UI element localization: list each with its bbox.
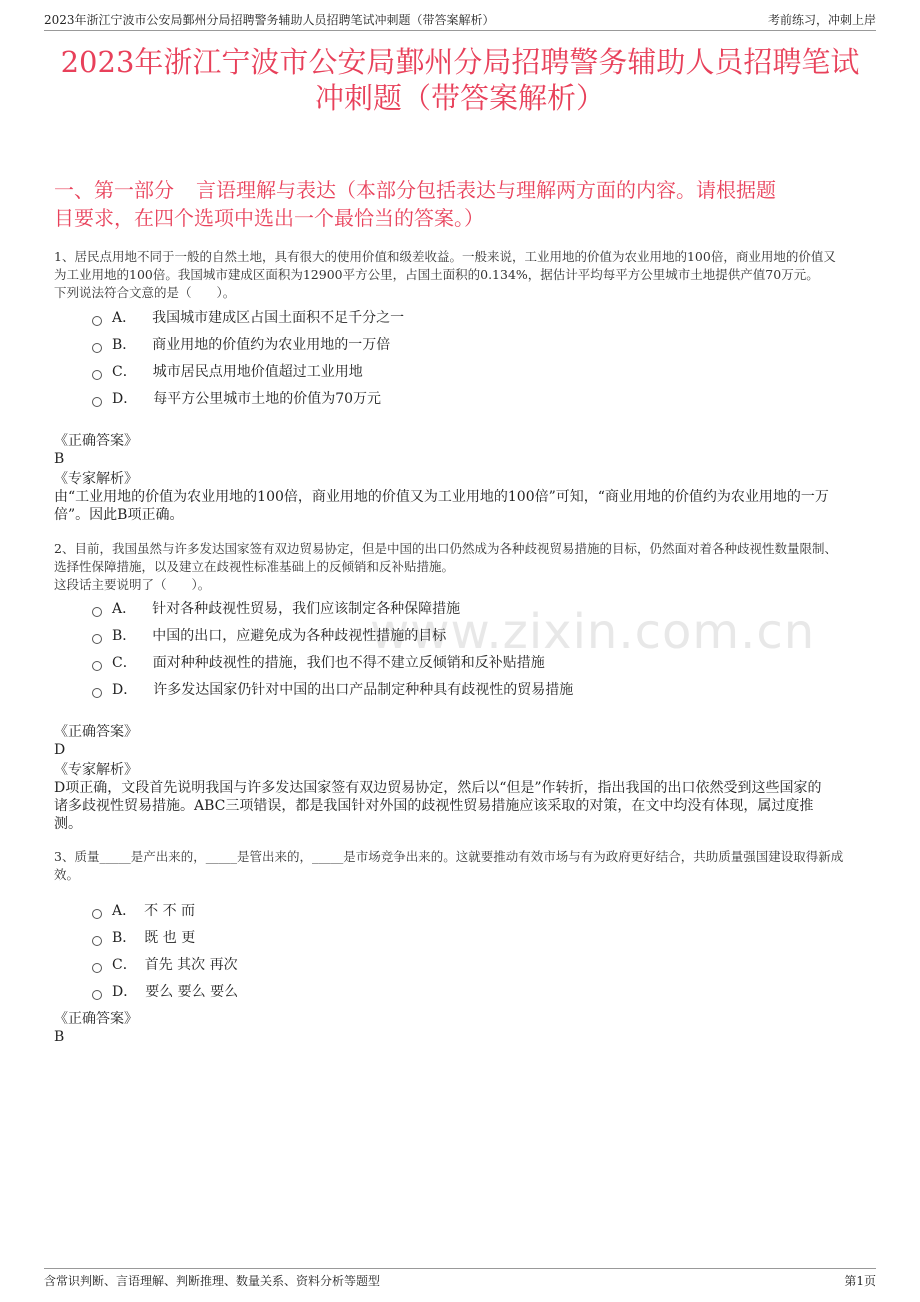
option-text: 我国城市建成区占国土面积不足千分之一: [152, 310, 405, 326]
question-line: 1、居民点用地不同于一般的自然土地，具有很大的使用价值和级差收益。一般来说，工业用地的价值为农业用地的100倍，商业用地的价值又: [54, 249, 836, 264]
option-text: 面对种种歧视性的措施，我们也不得不建立反倾销和反补贴措施: [152, 655, 545, 671]
question-2-option-d[interactable]: [92, 680, 573, 700]
watermark: www.zixin.com.cn: [370, 604, 816, 660]
question-2-option-c[interactable]: [92, 653, 545, 673]
radio-icon[interactable]: [92, 607, 102, 617]
page-header: [44, 10, 876, 31]
option-text: 首先 其次 再次: [144, 957, 238, 973]
option-text: 许多发达国家仍针对中国的出口产品制定种种具有歧视性的贸易措施: [153, 682, 574, 698]
radio-icon[interactable]: [92, 990, 102, 1000]
radio-icon[interactable]: [92, 634, 102, 644]
option-letter: B．: [112, 930, 137, 946]
option-text: 不 不 而: [144, 903, 196, 919]
question-1-option-b[interactable]: [92, 335, 390, 355]
option-text: 商业用地的价值约为农业用地的一万倍: [152, 337, 391, 353]
answer-value: B: [54, 451, 65, 467]
answer-label: 《正确答案》: [54, 724, 138, 740]
question-line: 这段话主要说明了（ ）。: [54, 577, 211, 592]
answer-value: B: [54, 1029, 65, 1045]
explanation-label: 《专家解析》: [54, 471, 138, 487]
option-letter: B．: [112, 337, 137, 353]
explanation-line: 诸多歧视性贸易措施。ABC三项错误，都是我国针对外国的歧视性贸易措施应该采取的对策，在文中均没有体现，属过度推: [54, 798, 814, 814]
explanation-line: D项正确，文段首先说明我国与许多发达国家签有双边贸易协定，然后以“但是”作转折，指出我国的出口依然受到这些国家的: [54, 780, 822, 796]
question-2-option-b[interactable]: [92, 626, 446, 646]
radio-icon[interactable]: [92, 397, 102, 407]
question-line: 下列说法符合文意的是（ ）。: [54, 285, 236, 300]
option-letter: C．: [112, 957, 137, 973]
question-3-option-c[interactable]: [92, 955, 238, 975]
question-line: 2、目前，我国虽然与许多发达国家签有双边贸易协定，但是中国的出口仍然成为各种歧视贸易措施的目标，仍然面对着各种歧视性数量限制、: [54, 541, 837, 556]
option-text: 要么 要么 要么: [145, 984, 239, 1000]
radio-icon[interactable]: [92, 963, 102, 973]
question-3-option-b[interactable]: [92, 928, 195, 948]
title-line-1: 2023年浙江宁波市公安局鄞州分局招聘警务辅助人员招聘笔试: [60, 45, 860, 79]
explanation-text: [54, 488, 866, 524]
question-3-option-a[interactable]: [92, 901, 195, 921]
section-desc-1: 言语理解与表达（本部分包括表达与理解两方面的内容。请根据题: [196, 178, 776, 202]
radio-icon[interactable]: [92, 936, 102, 946]
question-3-text: [54, 848, 866, 884]
question-1-text: [54, 248, 866, 302]
question-line: 选择性保障措施，以及建立在歧视性标准基础上的反倾销和反补贴措施。: [54, 559, 455, 574]
explanation-label: 《专家解析》: [54, 762, 138, 778]
header-doc-title: 2023年浙江宁波市公安局鄞州分局招聘警务辅助人员招聘笔试冲刺题（带答案解析）: [44, 13, 495, 27]
document-title: [44, 44, 876, 116]
question-2-text: [54, 540, 866, 594]
option-letter: A．: [112, 310, 137, 326]
radio-icon[interactable]: [92, 661, 102, 671]
option-letter: C．: [112, 655, 137, 671]
page-footer: [44, 1268, 876, 1289]
option-letter: D．: [112, 984, 138, 1000]
header-slogan: 考前练习，冲刺上岸: [767, 13, 876, 27]
question-1-option-c[interactable]: [92, 362, 363, 382]
radio-icon[interactable]: [92, 370, 102, 380]
question-line: 3、质量_____是产出来的，_____是管出来的，_____是市场竞争出来的。这就要推动有效市场与有为政府更好结合，共助质量强国建设取得新成: [54, 849, 844, 864]
radio-icon[interactable]: [92, 909, 102, 919]
option-letter: D．: [112, 682, 138, 698]
option-text: 中国的出口，应避免成为各种歧视性措施的目标: [152, 628, 447, 644]
question-line: 效。: [54, 867, 80, 882]
radio-icon[interactable]: [92, 688, 102, 698]
question-2-option-a[interactable]: [92, 599, 460, 619]
answer-label: 《正确答案》: [54, 1011, 138, 1027]
explanation-line: 测。: [54, 816, 82, 832]
question-line: 为工业用地的100倍。我国城市建成区面积为12900平方公里，占国土面积的0.134%，据估计平均每平方公里城市土地提供产值70万元。: [54, 267, 819, 282]
footer-question-types: 含常识判断、言语理解、判断推理、数量关系、资料分析等题型: [44, 1274, 381, 1288]
option-letter: B．: [112, 628, 137, 644]
answer-label: 《正确答案》: [54, 433, 138, 449]
radio-icon[interactable]: [92, 343, 102, 353]
answer-value: D: [54, 742, 66, 758]
explanation-line: 倍”。因此B项正确。: [54, 507, 184, 523]
title-line-2: 冲刺题（带答案解析）: [314, 81, 605, 115]
question-1-option-a[interactable]: [92, 308, 404, 328]
question-1-option-d[interactable]: [92, 389, 381, 409]
option-letter: C．: [112, 364, 137, 380]
option-text: 针对各种歧视性贸易，我们应该制定各种保障措施: [152, 601, 461, 617]
section-heading: [54, 176, 866, 232]
question-3-option-d[interactable]: [92, 982, 238, 1002]
option-letter: A．: [112, 903, 137, 919]
option-text: 既 也 更: [144, 930, 196, 946]
section-desc-2: 目要求，在四个选项中选出一个最恰当的答案。）: [54, 206, 484, 230]
option-letter: D．: [112, 391, 138, 407]
option-letter: A．: [112, 601, 137, 617]
page-number: 第1页: [844, 1274, 876, 1288]
section-part: 一、第一部分: [54, 178, 174, 202]
option-text: 城市居民点用地价值超过工业用地: [152, 364, 363, 380]
explanation-line: 由“工业用地的价值为农业用地的100倍，商业用地的价值又为工业用地的100倍”可知，“商业用地的价值约为农业用地的一万: [54, 489, 829, 505]
radio-icon[interactable]: [92, 316, 102, 326]
explanation-text: [54, 779, 866, 833]
option-text: 每平方公里城市土地的价值为70万元: [153, 391, 382, 407]
